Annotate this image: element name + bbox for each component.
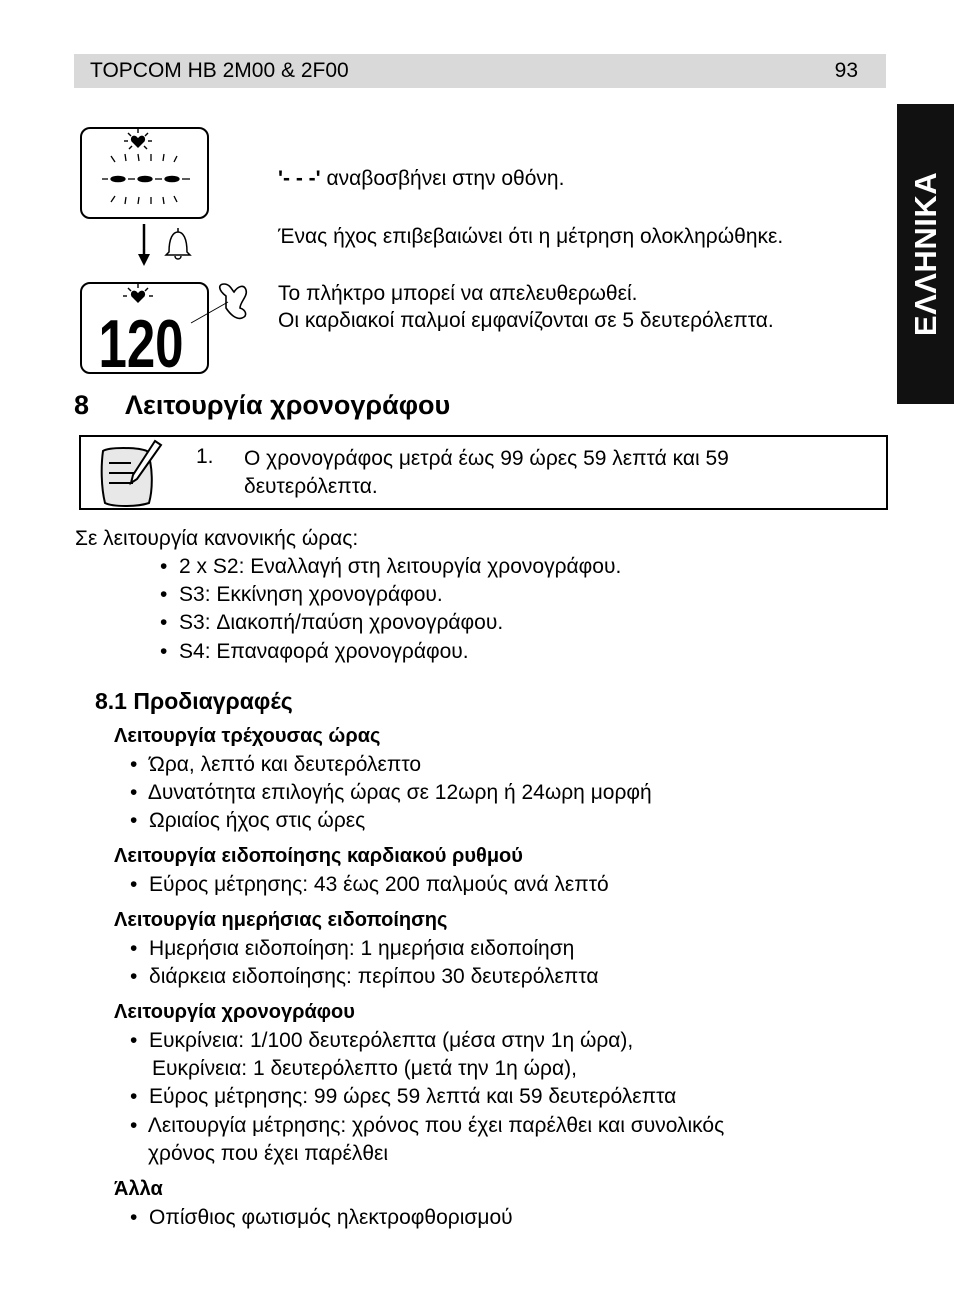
list-item: • Ευκρίνεια: 1/100 δευτερόλεπτα (μέσα στην 1η ώρα),	[130, 1029, 634, 1052]
list-item: • Εύρος μέτρησης: 99 ώρες 59 λεπτά και 59 δευτερόλεπτα	[130, 1085, 677, 1108]
note-text: Ο χρονογράφος μετρά έως 99 ώρες 59 λεπτά και 59 δευτερόλεπτα.	[244, 447, 729, 498]
instruction-heart-rate: Οι καρδιακοί παλμοί εμφανίζονται σε 5 δευτερόλεπτα.	[278, 309, 774, 332]
bell-icon	[166, 228, 190, 259]
normal-mode-intro: Σε λειτουργία κανονικής ώρας:	[75, 527, 359, 550]
instruction-dashes	[278, 167, 564, 191]
display-value: 120	[98, 305, 184, 378]
list-item: • Ωριαίος ήχος στις ώρες	[130, 809, 366, 832]
list-item: • Εύρος μέτρησης: 43 έως 200 παλμούς ανά λεπτό	[130, 873, 609, 896]
note-pencil-icon	[97, 439, 165, 509]
list-item: • Δυνατότητα επιλογής ώρας σε 12ωρη ή 24ωρη μορφή	[130, 781, 652, 804]
display-illustration	[78, 124, 258, 378]
list-item-continuation: χρόνος που έχει παρέλθει	[148, 1142, 389, 1165]
list-item: • 2 x S2: Εναλλαγή στη λειτουργία χρονογράφου.	[160, 555, 622, 578]
list-item: • Οπίσθιος φωτισμός ηλεκτροφθορισμού	[130, 1206, 513, 1229]
header-title: TOPCOM HB 2M00 & 2F00	[90, 59, 349, 82]
list-item: • S3: Εκκίνηση χρονογράφου.	[160, 583, 443, 606]
stopwatch-heading: Λειτουργία χρονογράφου	[114, 1001, 355, 1023]
section-title: Λειτουργία χρονογράφου	[125, 390, 451, 420]
page-number: 93	[834, 59, 858, 82]
list-item: • S4: Επαναφορά χρονογράφου.	[160, 640, 469, 663]
language-tab	[897, 104, 954, 404]
dashes-symbol: '- - -'	[278, 167, 321, 190]
daily-alarm-heading: Λειτουργία ημερήσιας ειδοποίησης	[114, 909, 448, 931]
current-time-heading: Λειτουργία τρέχουσας ώρας	[114, 725, 381, 747]
list-item: • Ημερήσια ειδοποίηση: 1 ημερήσια ειδοποίηση	[130, 937, 575, 960]
other-heading: Άλλα	[114, 1178, 163, 1200]
note-number: 1.	[196, 445, 214, 468]
list-item: • Ώρα, λεπτό και δευτερόλεπτο	[130, 753, 422, 776]
instruction-sound: Ένας ήχος επιβεβαιώνει ότι η μέτρηση ολοκληρώθηκε.	[278, 225, 784, 248]
section-number: 8	[74, 390, 90, 420]
down-arrow-icon	[138, 224, 150, 266]
page-header	[74, 54, 886, 88]
list-item: • S3: Διακοπή/παύση χρονογράφου.	[160, 611, 504, 634]
lcd-display-measuring	[81, 128, 208, 218]
button-release-icon	[220, 284, 247, 318]
note-box	[79, 435, 888, 510]
list-item: • διάρκεια ειδοποίησης: περίπου 30 δευτερόλεπτα	[130, 965, 599, 988]
heart-rate-heading: Λειτουργία ειδοποίησης καρδιακού ρυθμού	[114, 845, 523, 867]
list-item-continuation: Ευκρίνεια: 1 δευτερόλεπτο (μετά την 1η ώρα),	[152, 1057, 577, 1080]
instruction-release: Το πλήκτρο μπορεί να απελευθερωθεί.	[278, 282, 638, 305]
specs-heading: 8.1 Προδιαγραφές	[95, 688, 293, 714]
dashes-text: αναβοσβήνει στην οθόνη.	[320, 167, 565, 190]
list-item: • Λειτουργία μέτρησης: χρόνος που έχει παρέλθει και συνολικός	[130, 1114, 725, 1137]
language-tab-label: ΕΛΛΗΝΙΚΑ	[907, 171, 943, 337]
